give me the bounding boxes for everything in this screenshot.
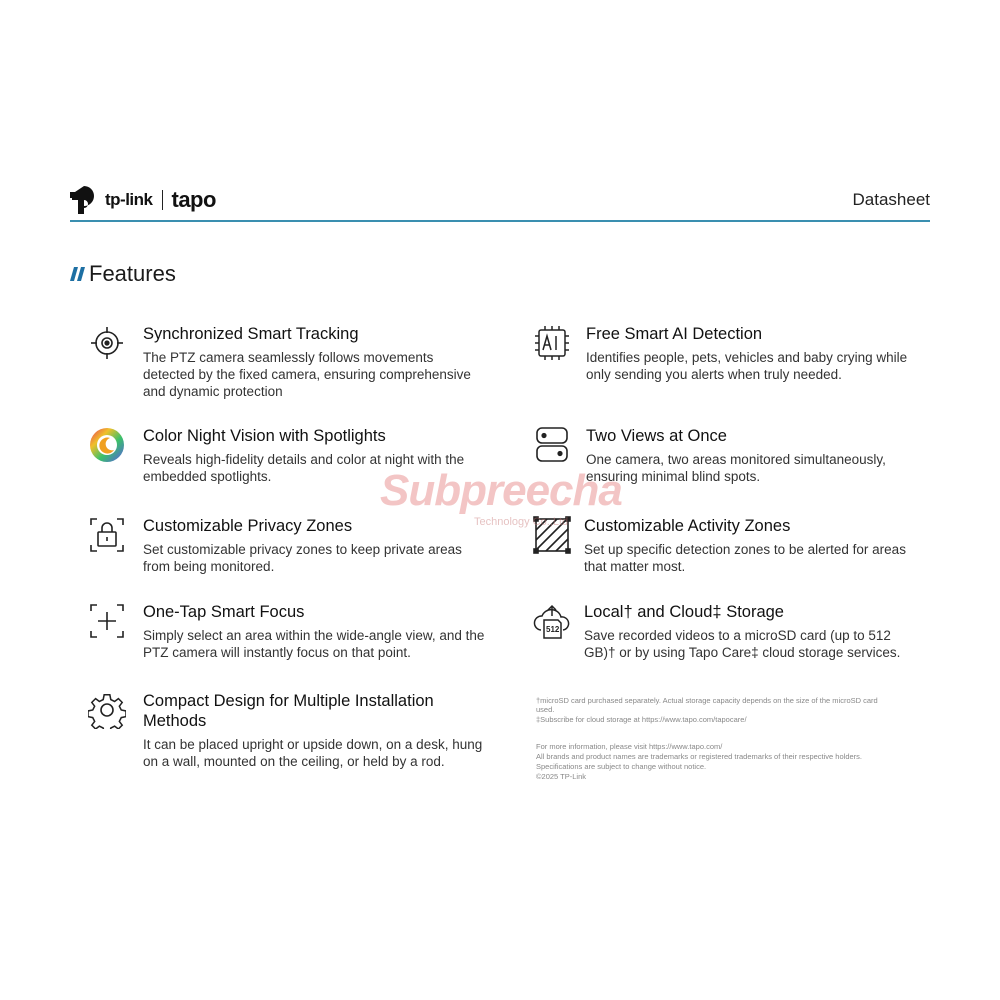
- legal-line: All brands and product names are trademarks or registered trademarks of their respective holders.: [536, 752, 862, 761]
- storage-capacity-label: 512: [546, 625, 560, 634]
- legal-line: For more information, please visit https://www.tapo.com/: [536, 742, 723, 751]
- feature-line: One camera, two areas monitored simultaneously,: [586, 452, 886, 467]
- feature-line: that matter most.: [584, 559, 686, 574]
- target-tracking-icon: [88, 324, 126, 362]
- focus-crosshair-icon: [88, 602, 126, 640]
- feature-line: The PTZ camera seamlessly follows movements: [143, 350, 434, 365]
- watermark-text: Subpreecha: [380, 466, 622, 515]
- feature-title: Customizable Activity Zones: [584, 517, 791, 535]
- ai-chip-icon: [533, 324, 571, 362]
- dual-lens-icon: [533, 426, 571, 464]
- section-title: Features: [89, 261, 176, 286]
- feature-line: Simply select an area within the wide-angle view, and the: [143, 628, 485, 643]
- feature-line: embedded spotlights.: [143, 469, 272, 484]
- feature-line: PTZ camera will instantly focus on that point.: [143, 645, 411, 660]
- brand-tplink-text: tp-link: [105, 190, 153, 209]
- document-type: Datasheet: [852, 190, 930, 209]
- feature-ai-detection: [533, 324, 933, 384]
- feature-activity-zones: [533, 516, 933, 576]
- feature-title: Compact Design for Multiple Installation: [143, 692, 434, 710]
- legal-line: Specifications are subject to change without notice.: [536, 762, 707, 771]
- activity-zone-icon: [533, 516, 571, 554]
- feature-title: Free Smart AI Detection: [586, 325, 763, 343]
- feature-compact-design: [88, 691, 518, 771]
- tplink-logo-icon: [70, 183, 102, 217]
- section-heading: [70, 261, 176, 287]
- slash-accent-icon: [70, 266, 86, 282]
- header-rule: [70, 220, 930, 222]
- feature-line: It can be placed upright or upside down, on a desk, hung: [143, 737, 483, 752]
- feature-storage: [533, 602, 933, 662]
- cloud-storage-icon: [533, 602, 571, 640]
- watermark-subtext: Technology Co.,Ltd: [474, 516, 569, 528]
- feature-line: ensuring minimal blind spots.: [586, 469, 761, 484]
- feature-line: from being monitored.: [143, 559, 275, 574]
- document-header: [70, 183, 930, 223]
- feature-line: GB)† or by using Tapo Care‡ cloud storage services.: [584, 645, 901, 660]
- feature-line: Identifies people, pets, vehicles and baby crying while: [586, 350, 908, 365]
- feature-smart-tracking: [88, 324, 518, 404]
- feature-title: Color Night Vision with Spotlights: [143, 427, 386, 445]
- feature-privacy-zones: [88, 516, 518, 576]
- gear-icon: [88, 691, 126, 729]
- feature-line: Set customizable privacy zones to keep private areas: [143, 542, 462, 557]
- feature-line: on a wall, mounted on the ceiling, or held by a rod.: [143, 754, 445, 769]
- feature-line: only sending you alerts when truly needed.: [586, 367, 842, 382]
- brand-tapo-text: tapo: [171, 187, 216, 212]
- feature-line: Reveals high-fidelity details and color at night with the: [143, 452, 465, 467]
- feature-smart-focus: [88, 602, 518, 662]
- feature-line: Save recorded videos to a microSD card (up to 512: [584, 628, 891, 643]
- feature-color-night-vision: [88, 426, 518, 486]
- footnote: used.: [536, 705, 555, 714]
- feature-title: One-Tap Smart Focus: [143, 603, 305, 621]
- feature-title: Methods: [143, 712, 207, 730]
- legal-line: ©2025 TP-Link: [536, 772, 586, 781]
- feature-title: Two Views at Once: [586, 427, 727, 445]
- brand-divider: [162, 190, 163, 210]
- feature-title: Local† and Cloud‡ Storage: [584, 603, 784, 621]
- footnote: ‡Subscribe for cloud storage at https://www.tapo.com/tapocare/: [536, 715, 747, 724]
- feature-line: and dynamic protection: [143, 384, 283, 399]
- footnote: †microSD card purchased separately. Actual storage capacity depends on the size of the microSD card: [536, 696, 878, 705]
- feature-title: Customizable Privacy Zones: [143, 517, 353, 535]
- feature-title: Synchronized Smart Tracking: [143, 325, 359, 343]
- privacy-lock-icon: [88, 516, 126, 554]
- feature-line: Set up specific detection zones to be alerted for areas: [584, 542, 906, 557]
- brand-logo: [70, 183, 216, 217]
- feature-two-views: [533, 426, 933, 486]
- color-night-vision-icon: [88, 426, 126, 464]
- feature-line: detected by the fixed camera, ensuring comprehensive: [143, 367, 471, 382]
